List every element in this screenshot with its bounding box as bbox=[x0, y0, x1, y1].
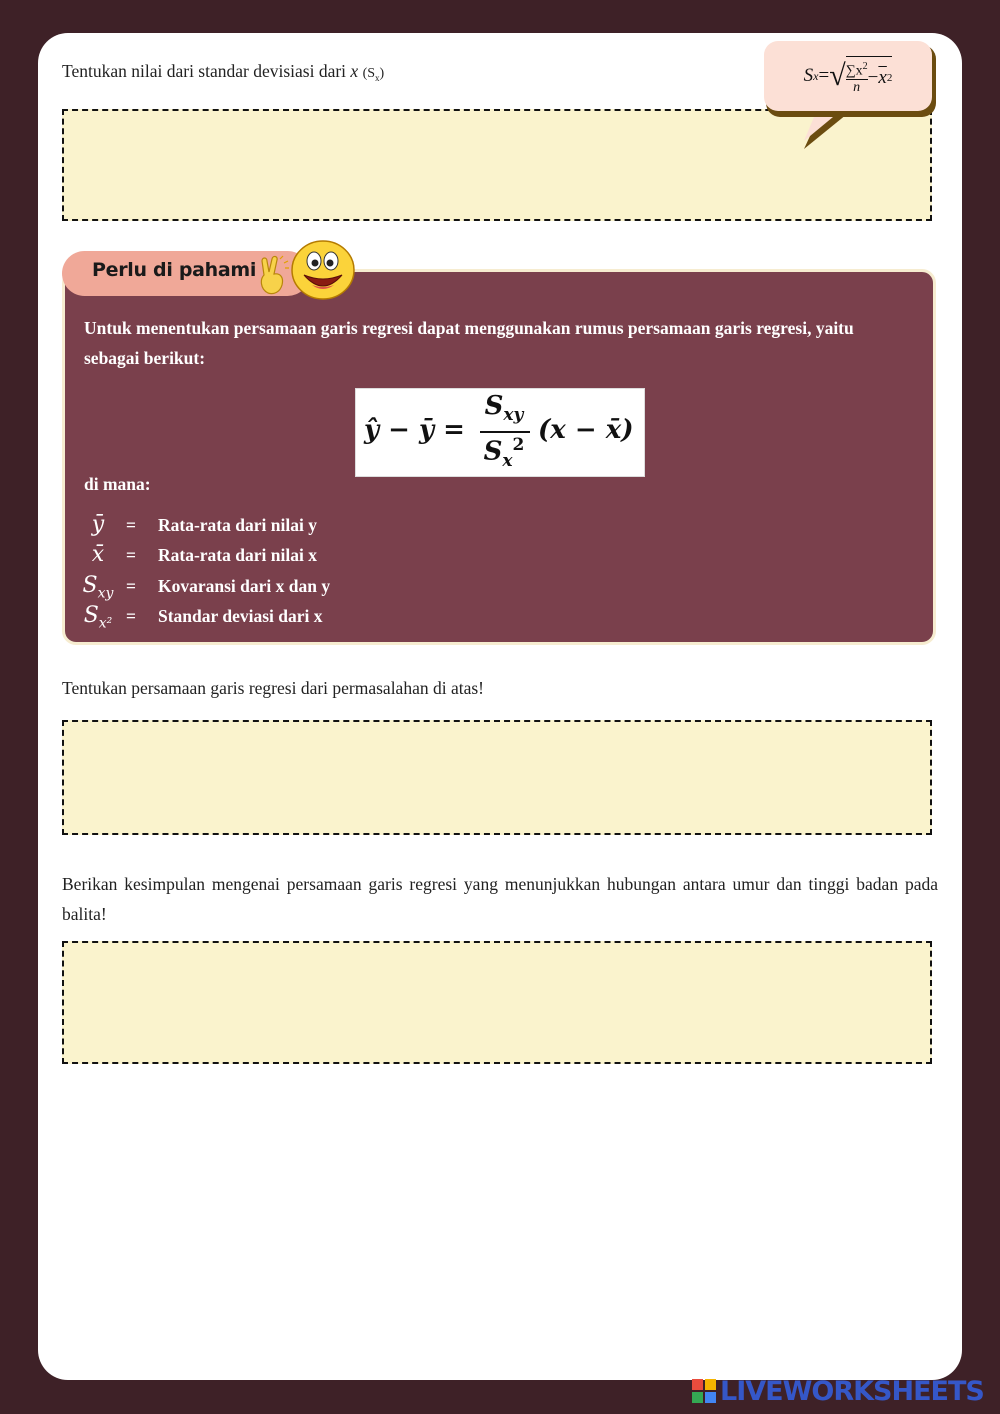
victory-hand-icon bbox=[256, 255, 292, 295]
question-2: Tentukan persamaan garis regresi dari permasalahan di atas! bbox=[62, 678, 484, 698]
liveworksheets-brand[interactable] bbox=[692, 1376, 984, 1406]
std-dev-formula: S x = √ $\sum x^2$ n − $\overline{x}$ 2 bbox=[764, 41, 932, 111]
formula-bubble bbox=[758, 37, 948, 149]
question-3: Berikan kesimpulan mengenai persamaan garis regresi yang menunjukkan hubungan antara umur dan tinggi badan pada balita! bbox=[62, 874, 938, 924]
info-tab-label: Perlu di pahami bbox=[92, 259, 257, 281]
worksheet-page bbox=[38, 33, 962, 1380]
definition-row: $S_{xy}$ = Kovaransi dari x dan y bbox=[82, 573, 331, 602]
smiley-emoji-icon bbox=[288, 239, 358, 301]
liveworksheets-logo-icon bbox=[692, 1379, 716, 1403]
question-1: Tentukan nilai dari standar devisiasi dari x $(S_x)$ bbox=[62, 61, 385, 83]
where-label: di mana: bbox=[84, 474, 151, 494]
definition-row: ȳ = Rata-rata dari nilai y bbox=[91, 512, 317, 537]
answer-box-2[interactable] bbox=[62, 720, 932, 835]
definition-row: $S_{x^2}$ = Standar deviasi dari x bbox=[83, 603, 323, 632]
info-intro: Untuk menentukan persamaan garis regresi dapat menggunakan rumus persamaan garis regresi, yaitu sebagai berikut: bbox=[84, 318, 854, 368]
regression-formula: ŷ − ȳ = $S_{xy}$ $S_x^2$ (x − x̄) bbox=[355, 388, 645, 477]
answer-box-3[interactable] bbox=[62, 941, 932, 1064]
liveworksheets-text: LIVEWORKSHEETS bbox=[720, 1375, 984, 1407]
definition-row: x̄ = Rata-rata dari nilai x bbox=[91, 542, 317, 567]
